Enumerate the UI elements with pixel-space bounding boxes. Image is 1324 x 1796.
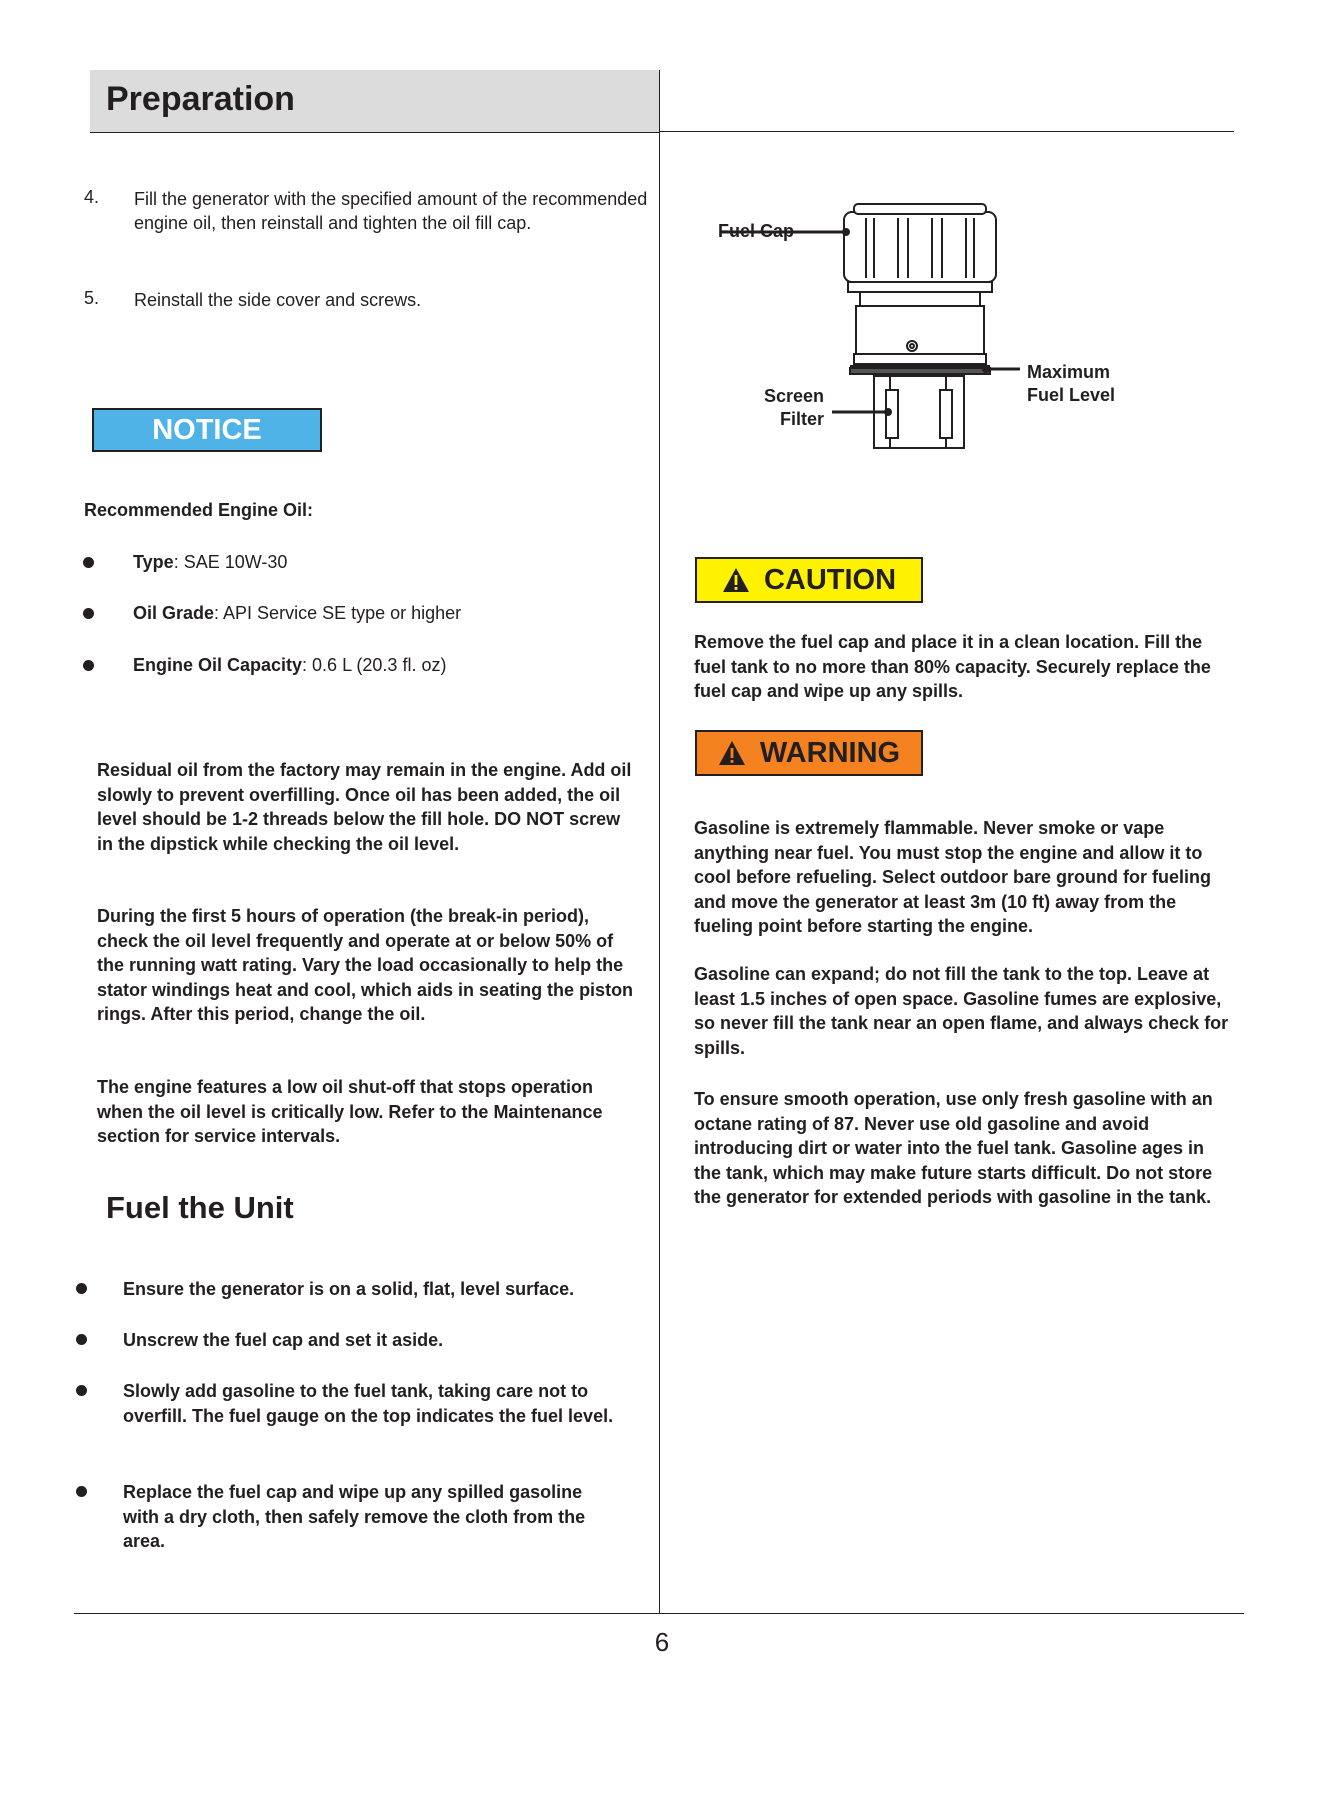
oil-heading: Recommended Engine Oil:: [84, 500, 314, 520]
step-number: 5.: [84, 288, 100, 308]
section-title: Fuel the Unit: [106, 1190, 294, 1225]
column-divider: [659, 70, 660, 1614]
fuel-step: Ensure the generator is on a solid, flat, level surface.: [123, 1279, 575, 1299]
step-number: 4.: [84, 187, 100, 207]
oil-spec-type: [133, 552, 287, 573]
caution-badge: [695, 557, 923, 603]
fuel-cap-icon: [844, 204, 996, 292]
max-fuel-level-label: [1027, 361, 1115, 407]
caution-text: Remove the fuel cap and place it in a clean location. Fill the fuel tank to no more than 80% capacity. Securely replace the fuel cap and wipe up any spills.: [694, 632, 1211, 701]
oil-spec-capacity: [133, 655, 446, 676]
footer-rule: [74, 1613, 1244, 1614]
caution-label: CAUTION: [763, 563, 897, 596]
warning-paragraph: Gasoline is extremely flammable. Never smoke or vape anything near fuel. You must stop the engine and allow it to cool before refueling. Select outdoor bare ground for fueling and move the generator at least 3m (10 ft) away from the fueling point before starting the engine.: [694, 818, 1212, 936]
page-title: Preparation: [106, 80, 295, 118]
bullet-icon: [76, 1486, 87, 1497]
warning-label: WARNING: [759, 736, 901, 769]
bullet-icon: [83, 557, 94, 568]
oil-spec-value: : SAE 10W-30: [173, 552, 288, 572]
bullet-icon: [76, 1334, 87, 1345]
note-paragraph: During the first 5 hours of operation (the break-in period), check the oil level frequently and operate at or below 50% of the running watt rating. Vary the load occasionally to help the stator windings heat and cool, which aids in seating the piston rings. After this period, change the oil.: [97, 906, 634, 1024]
warning-triangle-icon: [722, 567, 750, 593]
notice-badge: NOTICE: [92, 408, 322, 452]
oil-spec-grade: [133, 603, 461, 624]
bullet-icon: [76, 1385, 87, 1396]
step-text: Fill the generator with the specified amount of the recommended engine oil, then reinstall and tighten the oil fill cap.: [134, 189, 648, 233]
note-paragraph: Residual oil from the factory may remain in the engine. Add oil slowly to prevent overfilling. Once oil has been added, the oil level should be 1-2 threads below the fill hole. DO NOT screw in the dipstick while checking the oil level.: [97, 760, 632, 854]
max-fuel-level-line: Maximum: [1027, 362, 1111, 382]
oil-spec-label: Type: [133, 552, 174, 572]
page-number: 6: [654, 1627, 670, 1657]
fuel-step: Slowly add gasoline to the fuel tank, taking care not to overfill. The fuel gauge on the top indicates the fuel level.: [123, 1381, 614, 1426]
bullet-icon: [83, 660, 94, 671]
oil-spec-value: : 0.6 L (20.3 fl. oz): [302, 655, 447, 675]
note-paragraph: The engine features a low oil shut-off that stops operation when the oil level is critically low. Refer to the Maintenance section for service intervals.: [97, 1077, 603, 1146]
warning-badge: [695, 730, 923, 776]
screen-filter-line: Filter: [779, 409, 824, 429]
max-fuel-level-line: Fuel Level: [1027, 385, 1116, 405]
warning-paragraph: Gasoline can expand; do not fill the tank to the top. Leave at least 1.5 inches of open space. Gasoline fumes are explosive, so never fill the tank near an open flame, and always check for spills.: [694, 964, 1229, 1058]
screen-filter-label: [738, 385, 824, 431]
oil-spec-label: Engine Oil Capacity: [133, 655, 303, 675]
step-text: Reinstall the side cover and screws.: [134, 290, 422, 310]
warning-triangle-icon: [718, 740, 746, 766]
warning-paragraph: To ensure smooth operation, use only fresh gasoline with an octane rating of 87. Never use old gasoline and avoid introducing dirt or water into the fuel tank. Gasoline ages in the tank, which may make future starts difficult. Do not store the generator for extended periods with gasoline in the tank.: [694, 1089, 1213, 1207]
fuel-cap-label: Fuel Cap: [718, 221, 795, 241]
fuel-step: Replace the fuel cap and wipe up any spilled gasoline with a dry cloth, then safely remove the cloth from the area.: [123, 1482, 586, 1551]
bullet-icon: [76, 1283, 87, 1294]
bullet-icon: [83, 608, 94, 619]
oil-spec-value: : API Service SE type or higher: [214, 603, 462, 623]
header-rule: [659, 131, 1234, 132]
fuel-step: Unscrew the fuel cap and set it aside.: [123, 1330, 444, 1350]
screen-filter-line: Screen: [763, 386, 824, 406]
oil-spec-label: Oil Grade: [133, 603, 215, 623]
